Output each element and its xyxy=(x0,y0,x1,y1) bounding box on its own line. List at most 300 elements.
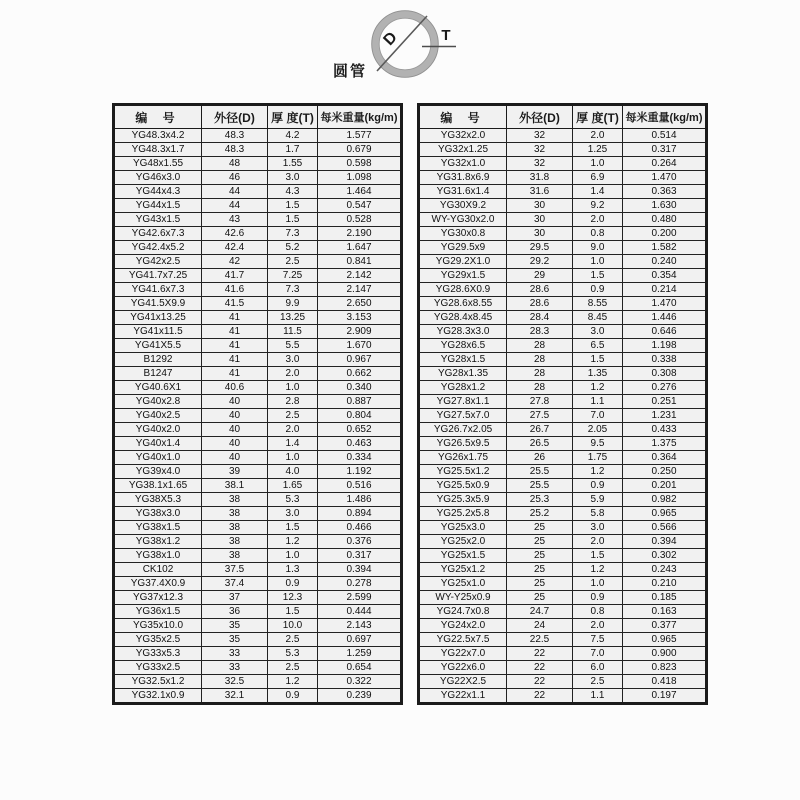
cell: 38.1 xyxy=(202,479,268,493)
column-header: 外径(D) xyxy=(202,105,268,129)
table-row xyxy=(419,367,707,381)
cell: 1.446 xyxy=(623,311,707,325)
cell: YG42.4x5.2 xyxy=(114,241,202,255)
cell: 0.654 xyxy=(318,661,402,675)
cell: 35 xyxy=(202,619,268,633)
table-row xyxy=(114,451,402,465)
cell: 1.2 xyxy=(573,465,623,479)
cell: 8.55 xyxy=(573,297,623,311)
cell: 28 xyxy=(507,353,573,367)
table-row xyxy=(114,283,402,297)
cell: 0.334 xyxy=(318,451,402,465)
cell: 0.662 xyxy=(318,367,402,381)
cell: 0.8 xyxy=(573,605,623,619)
table-row xyxy=(419,423,707,437)
table-row xyxy=(419,185,707,199)
cell: 1.670 xyxy=(318,339,402,353)
table-row xyxy=(114,339,402,353)
cell: YG31.8x6.9 xyxy=(419,171,507,185)
cell: 37 xyxy=(202,591,268,605)
cell: YG22x6.0 xyxy=(419,661,507,675)
cell: 1.5 xyxy=(268,199,318,213)
table-row xyxy=(114,647,402,661)
cell: YG33x2.5 xyxy=(114,661,202,675)
cell: 0.338 xyxy=(623,353,707,367)
table-row xyxy=(419,675,707,689)
cell: 0.376 xyxy=(318,535,402,549)
cell: 25 xyxy=(507,521,573,535)
table-row xyxy=(419,451,707,465)
cell: 0.250 xyxy=(623,465,707,479)
table-row xyxy=(114,549,402,563)
table-row xyxy=(419,479,707,493)
cell: 25 xyxy=(507,549,573,563)
cell: 4.2 xyxy=(268,129,318,143)
cell: 2.0 xyxy=(573,213,623,227)
cell: YG40x1.4 xyxy=(114,437,202,451)
cell: 0.251 xyxy=(623,395,707,409)
cell: YG41.5X9.9 xyxy=(114,297,202,311)
cell: 7.0 xyxy=(573,409,623,423)
cell: YG31.6x1.4 xyxy=(419,185,507,199)
cell: YG29x1.5 xyxy=(419,269,507,283)
cell: 13.25 xyxy=(268,311,318,325)
table-row xyxy=(419,591,707,605)
cell: YG32x1.0 xyxy=(419,157,507,171)
cell: 30 xyxy=(507,199,573,213)
cell: 0.264 xyxy=(623,157,707,171)
cell: 0.463 xyxy=(318,437,402,451)
cell: YG38x1.0 xyxy=(114,549,202,563)
cell: 1.5 xyxy=(573,353,623,367)
cell: 0.377 xyxy=(623,619,707,633)
table-row xyxy=(419,493,707,507)
cell: 39 xyxy=(202,465,268,479)
cell: 1.0 xyxy=(268,451,318,465)
cell: 36 xyxy=(202,605,268,619)
table-row xyxy=(114,563,402,577)
table-row xyxy=(114,199,402,213)
cell: 22 xyxy=(507,661,573,675)
cell: YG41.7x7.25 xyxy=(114,269,202,283)
cell: 2.142 xyxy=(318,269,402,283)
cell: 2.0 xyxy=(573,129,623,143)
cell: 25.2 xyxy=(507,507,573,521)
cell: 1.0 xyxy=(573,255,623,269)
cell: 7.0 xyxy=(573,647,623,661)
cell: 0.308 xyxy=(623,367,707,381)
cell: YG29.5x9 xyxy=(419,241,507,255)
cell: 0.528 xyxy=(318,213,402,227)
table-row xyxy=(114,297,402,311)
cell: 2.0 xyxy=(573,535,623,549)
table-row xyxy=(419,563,707,577)
cell: 1.0 xyxy=(268,381,318,395)
table-row xyxy=(114,675,402,689)
table-row xyxy=(114,171,402,185)
column-header: 编 号 xyxy=(419,105,507,129)
cell: 41 xyxy=(202,325,268,339)
column-header: 每米重量(kg/m) xyxy=(318,105,402,129)
cell: 46 xyxy=(202,171,268,185)
cell: 2.147 xyxy=(318,283,402,297)
cell: YG27.5x7.0 xyxy=(419,409,507,423)
cell: 41 xyxy=(202,339,268,353)
cell: YG48.3x1.7 xyxy=(114,143,202,157)
table-row xyxy=(114,353,402,367)
cell: YG28.4x8.45 xyxy=(419,311,507,325)
cell: 33 xyxy=(202,661,268,675)
table-row xyxy=(419,171,707,185)
cell: 25 xyxy=(507,535,573,549)
cell: 0.210 xyxy=(623,577,707,591)
cell: 48 xyxy=(202,157,268,171)
cell: YG40x2.8 xyxy=(114,395,202,409)
table-row xyxy=(114,325,402,339)
cell: 25 xyxy=(507,563,573,577)
cell: 1.3 xyxy=(268,563,318,577)
cell: YG37x12.3 xyxy=(114,591,202,605)
cell: YG25.5x0.9 xyxy=(419,479,507,493)
column-header: 每米重量(kg/m) xyxy=(623,105,707,129)
header-row xyxy=(419,105,707,129)
cell: 1.192 xyxy=(318,465,402,479)
cell: YG29.2X1.0 xyxy=(419,255,507,269)
cell: YG39x4.0 xyxy=(114,465,202,479)
table-row xyxy=(114,661,402,675)
table-row xyxy=(114,689,402,704)
cell: YG28.6X0.9 xyxy=(419,283,507,297)
cell: 5.3 xyxy=(268,647,318,661)
cell: 24 xyxy=(507,619,573,633)
cell: 0.243 xyxy=(623,563,707,577)
table-row xyxy=(419,521,707,535)
table-row xyxy=(419,311,707,325)
cell: 1.098 xyxy=(318,171,402,185)
table-row xyxy=(419,255,707,269)
cell: 7.5 xyxy=(573,633,623,647)
cell: YG38x1.2 xyxy=(114,535,202,549)
cell: YG27.8x1.1 xyxy=(419,395,507,409)
table-row xyxy=(114,605,402,619)
cell: 42.4 xyxy=(202,241,268,255)
cell: 40 xyxy=(202,409,268,423)
cell: 2.5 xyxy=(268,661,318,675)
cell: 26.5 xyxy=(507,437,573,451)
cell: 6.5 xyxy=(573,339,623,353)
cell: 3.153 xyxy=(318,311,402,325)
cell: YG35x10.0 xyxy=(114,619,202,633)
cell: 2.5 xyxy=(268,409,318,423)
cell: 0.841 xyxy=(318,255,402,269)
cell: 5.2 xyxy=(268,241,318,255)
tables-wrap xyxy=(112,103,708,705)
cell: 25.5 xyxy=(507,465,573,479)
table-row xyxy=(114,409,402,423)
cell: YG41x11.5 xyxy=(114,325,202,339)
cell: 38 xyxy=(202,507,268,521)
cell: 40.6 xyxy=(202,381,268,395)
cell: 2.8 xyxy=(268,395,318,409)
cell: 28.4 xyxy=(507,311,573,325)
table-row xyxy=(114,143,402,157)
cell: 1.2 xyxy=(573,563,623,577)
cell: 0.322 xyxy=(318,675,402,689)
cell: 2.190 xyxy=(318,227,402,241)
cell: YG48.3x4.2 xyxy=(114,129,202,143)
cell: 41.6 xyxy=(202,283,268,297)
cell: YG25.2x5.8 xyxy=(419,507,507,521)
cell: 1.470 xyxy=(623,171,707,185)
cell: 29.2 xyxy=(507,255,573,269)
cell: 1.5 xyxy=(573,549,623,563)
cell: YG22x7.0 xyxy=(419,647,507,661)
cell: YG41.6x7.3 xyxy=(114,283,202,297)
cell: 42.6 xyxy=(202,227,268,241)
cell: 22 xyxy=(507,689,573,704)
cell: 0.185 xyxy=(623,591,707,605)
cell: 40 xyxy=(202,395,268,409)
cell: 2.05 xyxy=(573,423,623,437)
cell: 33 xyxy=(202,647,268,661)
cell: 2.5 xyxy=(268,633,318,647)
cell: 0.354 xyxy=(623,269,707,283)
cell: 0.239 xyxy=(318,689,402,704)
cell: 22.5 xyxy=(507,633,573,647)
cell: 24.7 xyxy=(507,605,573,619)
cell: 25.3 xyxy=(507,493,573,507)
cell: 2.0 xyxy=(573,619,623,633)
cell: YG22X2.5 xyxy=(419,675,507,689)
cell: YG28.3x3.0 xyxy=(419,325,507,339)
cell: YG24.7x0.8 xyxy=(419,605,507,619)
cell: 1.0 xyxy=(573,157,623,171)
cell: 5.5 xyxy=(268,339,318,353)
cell: 0.394 xyxy=(623,535,707,549)
cell: 0.364 xyxy=(623,451,707,465)
cell: YG25x3.0 xyxy=(419,521,507,535)
table-row xyxy=(419,661,707,675)
cell: 1.464 xyxy=(318,185,402,199)
cell: 0.965 xyxy=(623,633,707,647)
diameter-label: D xyxy=(380,28,401,49)
cell: 42 xyxy=(202,255,268,269)
cell: 0.363 xyxy=(623,185,707,199)
diagram-title: 圆管 xyxy=(333,63,368,80)
cell: 1.2 xyxy=(573,381,623,395)
cell: 0.214 xyxy=(623,283,707,297)
cell: YG28x1.35 xyxy=(419,367,507,381)
table-row xyxy=(114,423,402,437)
table-row xyxy=(419,157,707,171)
table-row xyxy=(114,213,402,227)
cell: 28.6 xyxy=(507,297,573,311)
cell: 32 xyxy=(507,143,573,157)
cell: 5.3 xyxy=(268,493,318,507)
cell: 1.1 xyxy=(573,689,623,704)
cell: WY-YG30x2.0 xyxy=(419,213,507,227)
table-row xyxy=(419,577,707,591)
cell: YG32.1x0.9 xyxy=(114,689,202,704)
table-row xyxy=(419,647,707,661)
cell: YG26.5x9.5 xyxy=(419,437,507,451)
cell: 10.0 xyxy=(268,619,318,633)
cell: 0.200 xyxy=(623,227,707,241)
cell: 1.582 xyxy=(623,241,707,255)
cell: 0.9 xyxy=(268,689,318,704)
cell: 0.967 xyxy=(318,353,402,367)
table-row xyxy=(419,213,707,227)
cell: 5.9 xyxy=(573,493,623,507)
cell: 0.9 xyxy=(573,479,623,493)
cell: 29.5 xyxy=(507,241,573,255)
cell: 48.3 xyxy=(202,143,268,157)
table-row xyxy=(114,255,402,269)
header-row xyxy=(114,105,402,129)
cell: YG37.4X0.9 xyxy=(114,577,202,591)
cell: 44 xyxy=(202,199,268,213)
cell: 5.8 xyxy=(573,507,623,521)
cell: 41.5 xyxy=(202,297,268,311)
cell: 28 xyxy=(507,339,573,353)
cell: 2.5 xyxy=(573,675,623,689)
cell: YG38x1.5 xyxy=(114,521,202,535)
cell: 9.0 xyxy=(573,241,623,255)
table-row xyxy=(419,143,707,157)
cell: 25 xyxy=(507,591,573,605)
cell: 0.646 xyxy=(623,325,707,339)
cell: 1.259 xyxy=(318,647,402,661)
cell: 0.9 xyxy=(573,591,623,605)
table-row xyxy=(419,535,707,549)
table-row xyxy=(114,465,402,479)
table-row xyxy=(419,465,707,479)
cell: 32 xyxy=(507,129,573,143)
cell: 0.566 xyxy=(623,521,707,535)
cell: 38 xyxy=(202,493,268,507)
spec-table-left xyxy=(112,103,403,705)
cell: 1.5 xyxy=(268,521,318,535)
table-row xyxy=(114,367,402,381)
cell: 2.5 xyxy=(268,255,318,269)
cell: 1.2 xyxy=(268,535,318,549)
cell: 28.6 xyxy=(507,283,573,297)
cell: 38 xyxy=(202,549,268,563)
cell: 41 xyxy=(202,367,268,381)
table-row xyxy=(419,129,707,143)
cell: 32.5 xyxy=(202,675,268,689)
cell: YG25.3x5.9 xyxy=(419,493,507,507)
cell: 25 xyxy=(507,577,573,591)
cell: YG44x4.3 xyxy=(114,185,202,199)
table-row xyxy=(114,619,402,633)
table-row xyxy=(114,591,402,605)
cell: 0.278 xyxy=(318,577,402,591)
cell: 0.444 xyxy=(318,605,402,619)
cell: YG42.6x7.3 xyxy=(114,227,202,241)
cell: 1.577 xyxy=(318,129,402,143)
table-row xyxy=(114,381,402,395)
table-row xyxy=(114,535,402,549)
cell: 1.630 xyxy=(623,199,707,213)
cell: 7.25 xyxy=(268,269,318,283)
table-row xyxy=(419,227,707,241)
cell: YG40.6X1 xyxy=(114,381,202,395)
cell: YG26x1.75 xyxy=(419,451,507,465)
cell: 1.0 xyxy=(268,549,318,563)
cell: 1.35 xyxy=(573,367,623,381)
cell: 0.804 xyxy=(318,409,402,423)
cell: 2.0 xyxy=(268,367,318,381)
cell: 27.5 xyxy=(507,409,573,423)
cell: 9.9 xyxy=(268,297,318,311)
table-row xyxy=(419,605,707,619)
cell: 25.5 xyxy=(507,479,573,493)
table-row xyxy=(419,325,707,339)
cell: YG25x2.0 xyxy=(419,535,507,549)
cell: 1.25 xyxy=(573,143,623,157)
cell: 0.163 xyxy=(623,605,707,619)
cell: 1.231 xyxy=(623,409,707,423)
cell: 32.1 xyxy=(202,689,268,704)
cell: 22 xyxy=(507,647,573,661)
column-header: 编 号 xyxy=(114,105,202,129)
cell: 1.1 xyxy=(573,395,623,409)
cell: 40 xyxy=(202,423,268,437)
cell: 0.547 xyxy=(318,199,402,213)
table-row xyxy=(114,521,402,535)
cell: YG24x2.0 xyxy=(419,619,507,633)
cell: 1.75 xyxy=(573,451,623,465)
cell: 1.4 xyxy=(573,185,623,199)
cell: YG42x2.5 xyxy=(114,255,202,269)
cell: YG28.6x8.55 xyxy=(419,297,507,311)
cell: WY-Y25x0.9 xyxy=(419,591,507,605)
cell: 29 xyxy=(507,269,573,283)
cell: YG40x1.0 xyxy=(114,451,202,465)
cell: 26 xyxy=(507,451,573,465)
cell: 0.276 xyxy=(623,381,707,395)
table-row xyxy=(419,283,707,297)
cell: YG33x5.3 xyxy=(114,647,202,661)
cell: YG38x3.0 xyxy=(114,507,202,521)
cell: 37.4 xyxy=(202,577,268,591)
table-row xyxy=(114,577,402,591)
cell: 31.6 xyxy=(507,185,573,199)
table-row xyxy=(114,437,402,451)
cell: 0.514 xyxy=(623,129,707,143)
cell: 0.965 xyxy=(623,507,707,521)
cell: YG38.1x1.65 xyxy=(114,479,202,493)
table-row xyxy=(419,549,707,563)
thickness-label: T xyxy=(441,27,451,44)
cell: 3.0 xyxy=(268,171,318,185)
cell: 1.5 xyxy=(573,269,623,283)
cell: 0.887 xyxy=(318,395,402,409)
cell: 0.598 xyxy=(318,157,402,171)
table-row xyxy=(114,269,402,283)
table-row xyxy=(419,269,707,283)
cell: 30 xyxy=(507,227,573,241)
table-row xyxy=(114,493,402,507)
table-row xyxy=(114,633,402,647)
cell: 0.679 xyxy=(318,143,402,157)
cell: 0.418 xyxy=(623,675,707,689)
cell: 2.0 xyxy=(268,423,318,437)
cell: 22 xyxy=(507,675,573,689)
table-row xyxy=(114,185,402,199)
cell: 0.480 xyxy=(623,213,707,227)
